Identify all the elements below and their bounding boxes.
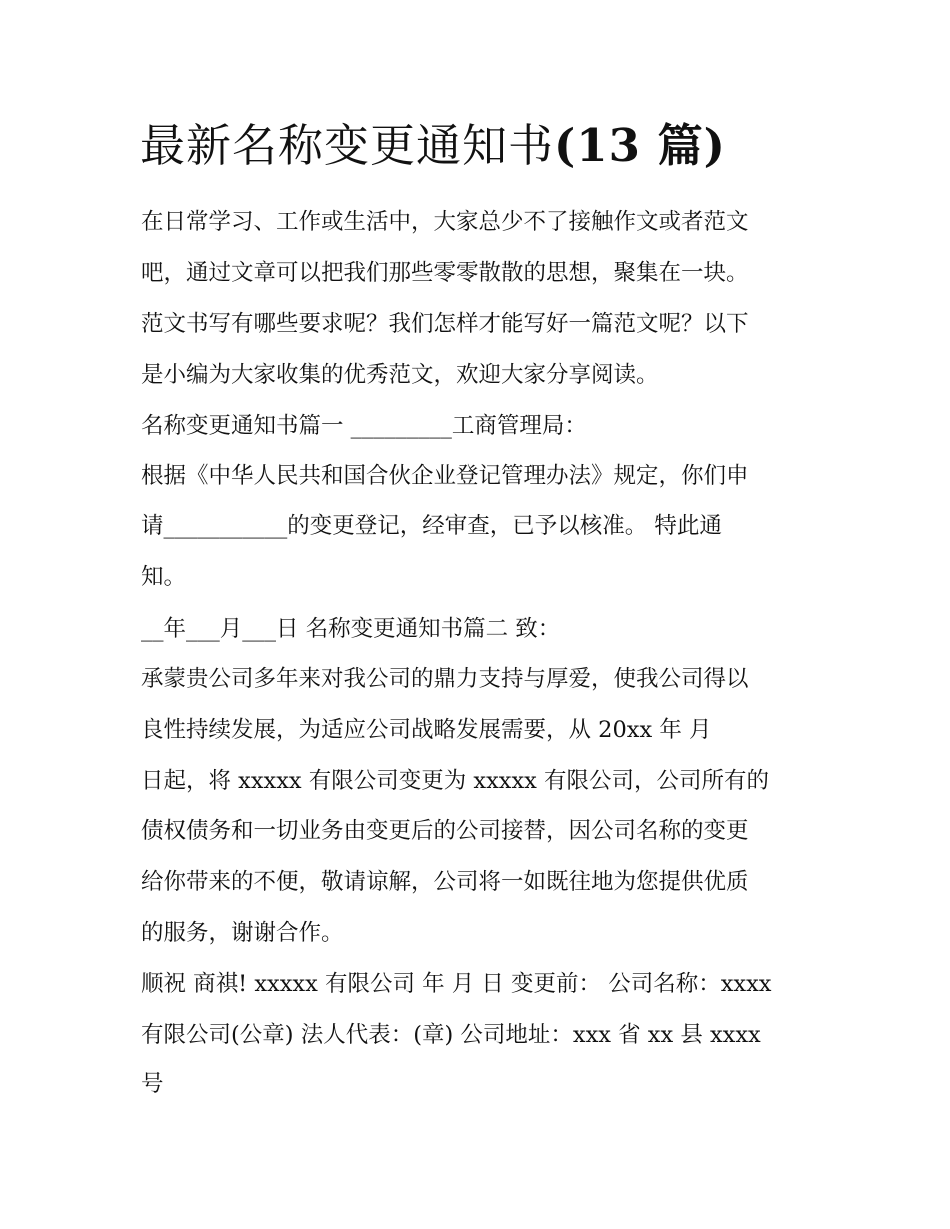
text-line: 有限公司(公章) 法人代表：(章) 公司地址：xxx 省 xx 县 xxxx xyxy=(141,1022,761,1048)
text-line: 范文书写有哪些要求呢？我们怎样才能写好一篇范文呢？以下 xyxy=(141,311,749,337)
text-line: 债权债务和一切业务由变更后的公司接替，因公司名称的变更 xyxy=(141,818,749,844)
text-line: 承蒙贵公司多年来对我公司的鼎力支持与厚爱，使我公司得以 xyxy=(141,666,749,692)
text-line: 根据《中华人民共和国合伙企业登记管理办法》规定，你们申 xyxy=(141,463,749,489)
text-line: 知。 xyxy=(141,564,187,590)
text-line: 给你带来的不便，敬请谅解，公司将一如既往地为您提供优质 xyxy=(141,869,749,895)
text-line: 号 xyxy=(141,1071,164,1097)
title-main: 最新名称变更通知书 xyxy=(140,119,555,172)
text-line: 顺祝 商祺! xxxxx 有限公司 年 月 日 变更前： 公司名称：xxxx xyxy=(141,971,772,997)
text-line: 吧，通过文章可以把我们那些零零散散的思想，聚集在一块。 xyxy=(141,260,749,286)
text-line: 良性持续发展，为适应公司战略发展需要，从 20xx 年 月 xyxy=(141,717,712,743)
text-line: __年___月___日 名称变更通知书篇二 致： xyxy=(141,616,561,642)
text-line: 在日常学习、工作或生活中，大家总少不了接触作文或者范文 xyxy=(141,209,749,235)
text-line: 请___________的变更登记，经审查，已予以核准。 特此通 xyxy=(141,513,722,539)
text-line: 名称变更通知书篇一 _________工商管理局： xyxy=(141,413,587,439)
document-title xyxy=(140,114,726,178)
text-line: 日起，将 xxxxx 有限公司变更为 xxxxx 有限公司，公司所有的 xyxy=(141,768,770,794)
text-line: 是小编为大家收集的优秀范文，欢迎大家分享阅读。 xyxy=(141,362,659,388)
title-count: (13 篇) xyxy=(554,119,726,172)
text-line: 的服务，谢谢合作。 xyxy=(141,920,344,946)
